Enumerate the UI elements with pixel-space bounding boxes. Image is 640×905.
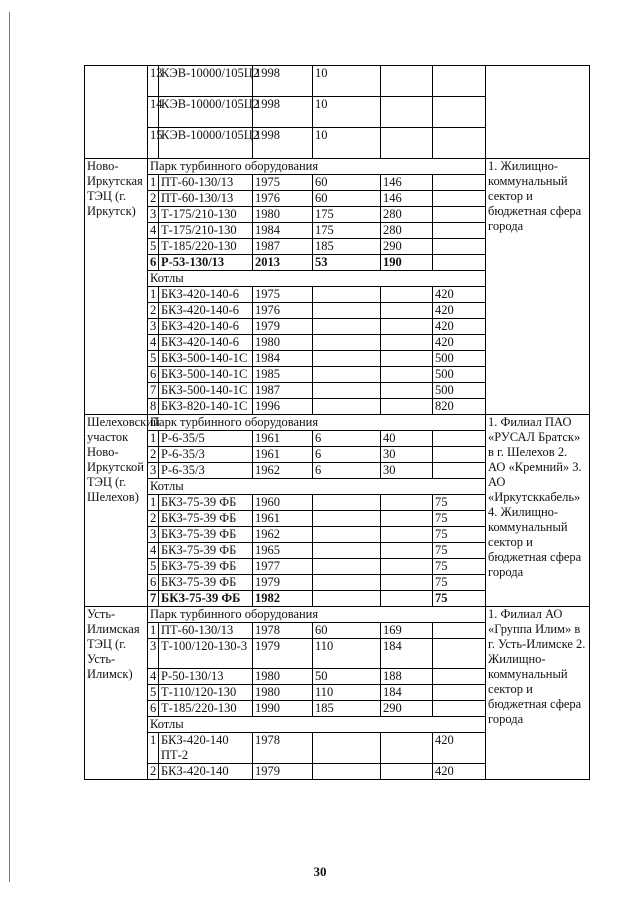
- steam-output-cell: 75: [433, 543, 486, 559]
- heat-capacity-cell: 40: [381, 431, 433, 447]
- year-cell: 2013: [253, 255, 313, 271]
- model-cell: Т-175/210-130: [159, 223, 253, 239]
- model-cell: БКЗ-75-39 ФБ: [159, 527, 253, 543]
- steam-output-cell: 75: [433, 591, 486, 607]
- capacity-mw-cell: [313, 319, 381, 335]
- model-cell: БКЗ-75-39 ФБ: [159, 591, 253, 607]
- turbine-section-header: Парк турбинного оборудования: [148, 415, 486, 431]
- steam-output-cell: [433, 701, 486, 717]
- capacity-mw-cell: [313, 527, 381, 543]
- steam-output-cell: [433, 669, 486, 685]
- capacity-mw-cell: [313, 591, 381, 607]
- heat-capacity-cell: 280: [381, 207, 433, 223]
- steam-output-cell: 420: [433, 287, 486, 303]
- model-cell: КЭВ-10000/105Ц2: [159, 128, 253, 159]
- row-number-cell: 2: [148, 303, 159, 319]
- binding-rule: [9, 12, 10, 882]
- model-cell: БКЗ-75-39 ФБ: [159, 543, 253, 559]
- heat-capacity-cell: [381, 367, 433, 383]
- heat-capacity-cell: 190: [381, 255, 433, 271]
- row-number-cell: 5: [148, 559, 159, 575]
- table-row: [85, 66, 590, 97]
- plant-name-cell: Шелеховский участок Ново-Иркутской ТЭЦ (г. Шелехов): [85, 415, 148, 607]
- boiler-section-header: Котлы: [148, 479, 486, 495]
- turbine-section-header: Парк турбинного оборудования: [148, 159, 486, 175]
- row-number-cell: 8: [148, 399, 159, 415]
- row-number-cell: 7: [148, 383, 159, 399]
- year-cell: 1976: [253, 303, 313, 319]
- row-number-cell: 7: [148, 591, 159, 607]
- section-header-row: [85, 607, 590, 623]
- consumers-cell: [486, 66, 590, 159]
- model-cell: БКЗ-75-39 ФБ: [159, 575, 253, 591]
- heat-capacity-cell: [381, 128, 433, 159]
- steam-output-cell: [433, 223, 486, 239]
- capacity-mw-cell: [313, 367, 381, 383]
- capacity-mw-cell: 50: [313, 669, 381, 685]
- equipment-table: [84, 65, 590, 780]
- capacity-mw-cell: [313, 399, 381, 415]
- heat-capacity-cell: 30: [381, 463, 433, 479]
- model-cell: БКЗ-420-140-6: [159, 335, 253, 351]
- capacity-mw-cell: 175: [313, 223, 381, 239]
- steam-output-cell: [433, 191, 486, 207]
- section-header-row: [85, 159, 590, 175]
- steam-output-cell: 75: [433, 527, 486, 543]
- capacity-mw-cell: [313, 733, 381, 764]
- row-number-cell: 13: [148, 66, 159, 97]
- row-number-cell: 2: [148, 764, 159, 780]
- year-cell: 1962: [253, 463, 313, 479]
- steam-output-cell: [433, 463, 486, 479]
- row-number-cell: 5: [148, 685, 159, 701]
- row-number-cell: 4: [148, 223, 159, 239]
- capacity-mw-cell: 6: [313, 463, 381, 479]
- year-cell: 1979: [253, 319, 313, 335]
- steam-output-cell: 75: [433, 511, 486, 527]
- heat-capacity-cell: [381, 66, 433, 97]
- model-cell: Р-53-130/13: [159, 255, 253, 271]
- model-cell: БКЗ-75-39 ФБ: [159, 495, 253, 511]
- heat-capacity-cell: [381, 511, 433, 527]
- capacity-mw-cell: [313, 559, 381, 575]
- capacity-mw-cell: [313, 383, 381, 399]
- year-cell: 1979: [253, 639, 313, 669]
- year-cell: 1978: [253, 733, 313, 764]
- capacity-mw-cell: [313, 495, 381, 511]
- capacity-mw-cell: 6: [313, 447, 381, 463]
- steam-output-cell: 75: [433, 495, 486, 511]
- capacity-mw-cell: [313, 351, 381, 367]
- year-cell: 1996: [253, 399, 313, 415]
- model-cell: БКЗ-420-140-6: [159, 319, 253, 335]
- row-number-cell: 1: [148, 431, 159, 447]
- model-cell: Т-100/120-130-3: [159, 639, 253, 669]
- heat-capacity-cell: 184: [381, 639, 433, 669]
- row-number-cell: 2: [148, 511, 159, 527]
- consumers-cell: 1. Жилищно-коммунальный сектор и бюджетная сфера города: [486, 159, 590, 415]
- heat-capacity-cell: 280: [381, 223, 433, 239]
- year-cell: 1975: [253, 287, 313, 303]
- capacity-mw-cell: [313, 575, 381, 591]
- year-cell: 1987: [253, 239, 313, 255]
- year-cell: 1960: [253, 495, 313, 511]
- year-cell: 1987: [253, 383, 313, 399]
- year-cell: 1985: [253, 367, 313, 383]
- year-cell: 1990: [253, 701, 313, 717]
- steam-output-cell: [433, 685, 486, 701]
- heat-capacity-cell: 146: [381, 175, 433, 191]
- consumers-cell: 1. Филиал ПАО «РУСАЛ Братск» в г. Шелехов 2. АО «Кремний» 3. АО «Иркутсккабель» 4. Жилищно-коммунальный сектор и бюджетная сфера города: [486, 415, 590, 607]
- row-number-cell: 2: [148, 447, 159, 463]
- row-number-cell: 6: [148, 255, 159, 271]
- capacity-mw-cell: 185: [313, 239, 381, 255]
- heat-capacity-cell: [381, 351, 433, 367]
- capacity-mw-cell: [313, 764, 381, 780]
- heat-capacity-cell: 169: [381, 623, 433, 639]
- row-number-cell: 4: [148, 543, 159, 559]
- year-cell: 1965: [253, 543, 313, 559]
- steam-output-cell: [433, 639, 486, 669]
- year-cell: 1977: [253, 559, 313, 575]
- year-cell: 1975: [253, 175, 313, 191]
- model-cell: Р-50-130/13: [159, 669, 253, 685]
- steam-output-cell: [433, 255, 486, 271]
- row-number-cell: 1: [148, 175, 159, 191]
- model-cell: Р-6-35/3: [159, 463, 253, 479]
- model-cell: БКЗ-500-140-1С: [159, 367, 253, 383]
- steam-output-cell: [433, 447, 486, 463]
- year-cell: 1980: [253, 685, 313, 701]
- model-cell: Т-110/120-130: [159, 685, 253, 701]
- table-body: [85, 66, 590, 780]
- row-number-cell: 14: [148, 97, 159, 128]
- row-number-cell: 15: [148, 128, 159, 159]
- model-cell: Т-175/210-130: [159, 207, 253, 223]
- model-cell: БКЗ-420-140-6: [159, 287, 253, 303]
- capacity-mw-cell: 53: [313, 255, 381, 271]
- row-number-cell: 3: [148, 527, 159, 543]
- capacity-mw-cell: 175: [313, 207, 381, 223]
- heat-capacity-cell: [381, 319, 433, 335]
- model-cell: КЭВ-10000/105Ц2: [159, 66, 253, 97]
- row-number-cell: 6: [148, 367, 159, 383]
- year-cell: 1998: [253, 66, 313, 97]
- heat-capacity-cell: 290: [381, 239, 433, 255]
- model-cell: Р-6-35/5: [159, 431, 253, 447]
- steam-output-cell: [433, 97, 486, 128]
- row-number-cell: 5: [148, 239, 159, 255]
- steam-output-cell: [433, 623, 486, 639]
- capacity-mw-cell: 60: [313, 623, 381, 639]
- heat-capacity-cell: [381, 575, 433, 591]
- section-header-row: [85, 415, 590, 431]
- steam-output-cell: 820: [433, 399, 486, 415]
- year-cell: 1984: [253, 223, 313, 239]
- year-cell: 1979: [253, 575, 313, 591]
- steam-output-cell: 75: [433, 559, 486, 575]
- year-cell: 1961: [253, 511, 313, 527]
- steam-output-cell: [433, 66, 486, 97]
- steam-output-cell: 500: [433, 383, 486, 399]
- steam-output-cell: [433, 128, 486, 159]
- model-cell: ПТ-60-130/13: [159, 175, 253, 191]
- year-cell: 1998: [253, 128, 313, 159]
- capacity-mw-cell: 185: [313, 701, 381, 717]
- steam-output-cell: 420: [433, 319, 486, 335]
- owner-cell: [85, 66, 148, 159]
- plant-name-cell: Ново-Иркутская ТЭЦ (г. Иркутск): [85, 159, 148, 415]
- steam-output-cell: [433, 175, 486, 191]
- steam-output-cell: 500: [433, 351, 486, 367]
- year-cell: 1978: [253, 623, 313, 639]
- heat-capacity-cell: [381, 97, 433, 128]
- page-number: 30: [313, 864, 327, 879]
- row-number-cell: 6: [148, 701, 159, 717]
- heat-capacity-cell: [381, 591, 433, 607]
- heat-capacity-cell: [381, 559, 433, 575]
- model-cell: БКЗ-75-39 ФБ: [159, 559, 253, 575]
- capacity-mw-cell: 110: [313, 685, 381, 701]
- boiler-section-header: Котлы: [148, 271, 486, 287]
- capacity-mw-cell: [313, 543, 381, 559]
- heat-capacity-cell: [381, 527, 433, 543]
- model-cell: ПТ-60-130/13: [159, 191, 253, 207]
- capacity-mw-cell: 10: [313, 66, 381, 97]
- capacity-mw-cell: 6: [313, 431, 381, 447]
- steam-output-cell: 420: [433, 764, 486, 780]
- capacity-mw-cell: 60: [313, 175, 381, 191]
- row-number-cell: 4: [148, 335, 159, 351]
- model-cell: БКЗ-75-39 ФБ: [159, 511, 253, 527]
- steam-output-cell: 420: [433, 335, 486, 351]
- year-cell: 1998: [253, 97, 313, 128]
- steam-output-cell: 75: [433, 575, 486, 591]
- row-number-cell: 3: [148, 639, 159, 669]
- heat-capacity-cell: [381, 495, 433, 511]
- heat-capacity-cell: 290: [381, 701, 433, 717]
- model-cell: Т-185/220-130: [159, 701, 253, 717]
- row-number-cell: 3: [148, 463, 159, 479]
- row-number-cell: 5: [148, 351, 159, 367]
- row-number-cell: 1: [148, 495, 159, 511]
- heat-capacity-cell: 146: [381, 191, 433, 207]
- model-cell: БКЗ-500-140-1С: [159, 383, 253, 399]
- capacity-mw-cell: [313, 335, 381, 351]
- steam-output-cell: [433, 239, 486, 255]
- year-cell: 1976: [253, 191, 313, 207]
- heat-capacity-cell: [381, 303, 433, 319]
- capacity-mw-cell: [313, 511, 381, 527]
- model-cell: БКЗ-420-140 ПТ-2: [159, 733, 253, 764]
- model-cell: БКЗ-420-140: [159, 764, 253, 780]
- capacity-mw-cell: 110: [313, 639, 381, 669]
- row-number-cell: 1: [148, 623, 159, 639]
- year-cell: 1982: [253, 591, 313, 607]
- capacity-mw-cell: [313, 303, 381, 319]
- heat-capacity-cell: [381, 733, 433, 764]
- model-cell: ПТ-60-130/13: [159, 623, 253, 639]
- heat-capacity-cell: 188: [381, 669, 433, 685]
- heat-capacity-cell: 30: [381, 447, 433, 463]
- capacity-mw-cell: 10: [313, 97, 381, 128]
- model-cell: БКЗ-500-140-1С: [159, 351, 253, 367]
- row-number-cell: 1: [148, 733, 159, 764]
- row-number-cell: 3: [148, 319, 159, 335]
- model-cell: БКЗ-820-140-1С: [159, 399, 253, 415]
- row-number-cell: 3: [148, 207, 159, 223]
- capacity-mw-cell: [313, 287, 381, 303]
- plant-name-cell: Усть-Илимская ТЭЦ (г. Усть-Илимск): [85, 607, 148, 780]
- heat-capacity-cell: [381, 543, 433, 559]
- row-number-cell: 2: [148, 191, 159, 207]
- year-cell: 1980: [253, 669, 313, 685]
- turbine-section-header: Парк турбинного оборудования: [148, 607, 486, 623]
- row-number-cell: 4: [148, 669, 159, 685]
- capacity-mw-cell: 60: [313, 191, 381, 207]
- steam-output-cell: [433, 207, 486, 223]
- year-cell: 1961: [253, 447, 313, 463]
- heat-capacity-cell: [381, 287, 433, 303]
- steam-output-cell: 420: [433, 733, 486, 764]
- heat-capacity-cell: [381, 335, 433, 351]
- steam-output-cell: 500: [433, 367, 486, 383]
- model-cell: Р-6-35/3: [159, 447, 253, 463]
- steam-output-cell: 420: [433, 303, 486, 319]
- year-cell: 1979: [253, 764, 313, 780]
- steam-output-cell: [433, 431, 486, 447]
- model-cell: КЭВ-10000/105Ц2: [159, 97, 253, 128]
- model-cell: БКЗ-420-140-6: [159, 303, 253, 319]
- boiler-section-header: Котлы: [148, 717, 486, 733]
- heat-capacity-cell: [381, 399, 433, 415]
- model-cell: Т-185/220-130: [159, 239, 253, 255]
- consumers-cell: 1. Филиал АО «Группа Илим» в г. Усть-Илимске 2. Жилищно-коммунальный сектор и бюджетная сфера города: [486, 607, 590, 780]
- year-cell: 1980: [253, 335, 313, 351]
- year-cell: 1984: [253, 351, 313, 367]
- year-cell: 1962: [253, 527, 313, 543]
- row-number-cell: 6: [148, 575, 159, 591]
- year-cell: 1961: [253, 431, 313, 447]
- row-number-cell: 1: [148, 287, 159, 303]
- heat-capacity-cell: 184: [381, 685, 433, 701]
- heat-capacity-cell: [381, 383, 433, 399]
- capacity-mw-cell: 10: [313, 128, 381, 159]
- year-cell: 1980: [253, 207, 313, 223]
- heat-capacity-cell: [381, 764, 433, 780]
